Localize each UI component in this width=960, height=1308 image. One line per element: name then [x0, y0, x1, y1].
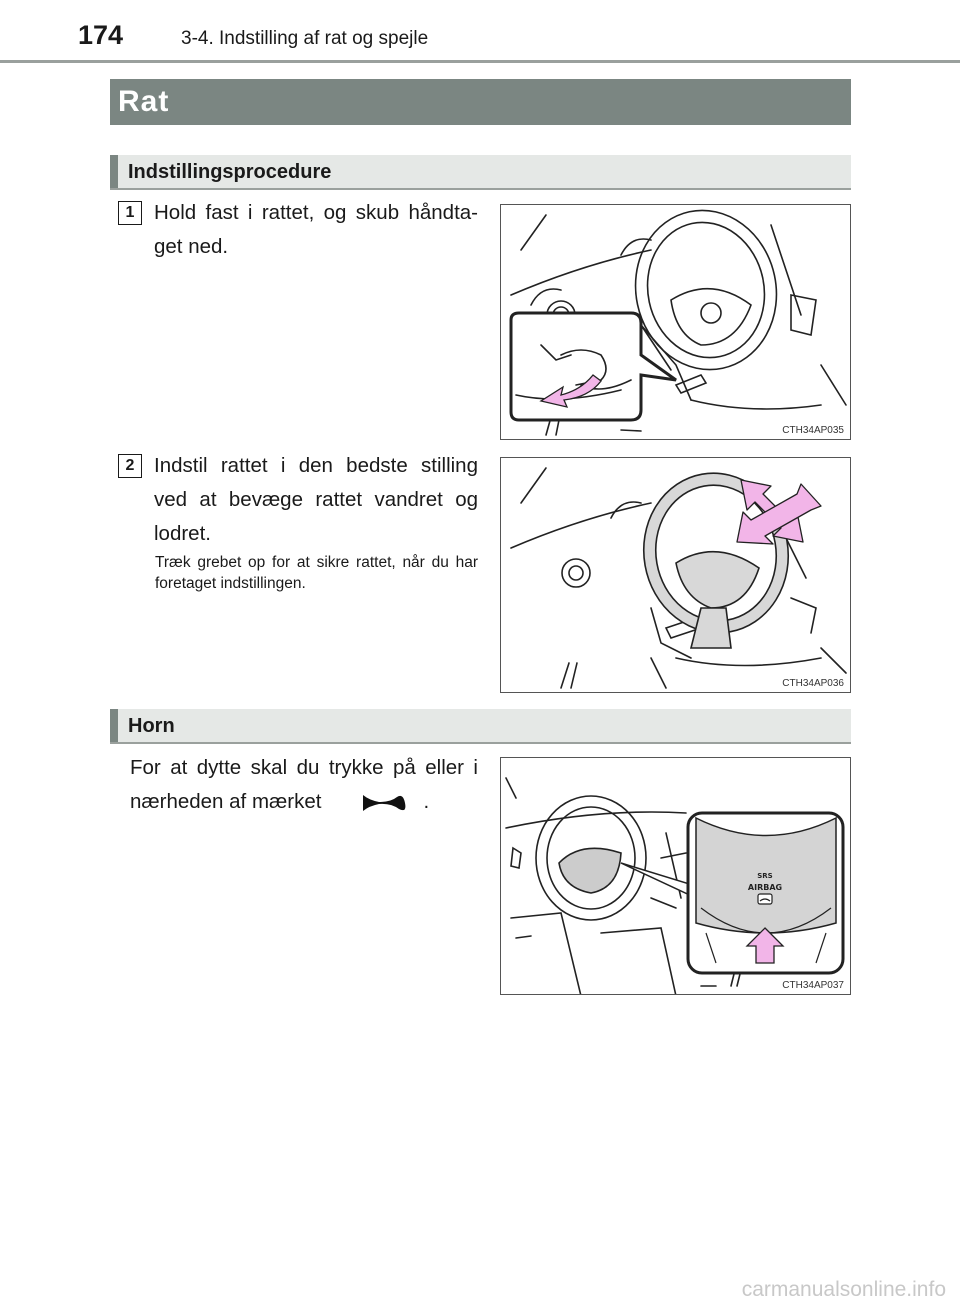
- page-title: Rat: [118, 85, 170, 118]
- section-heading-label: Indstillingsprocedure: [128, 161, 332, 183]
- horn-icon: [361, 791, 407, 815]
- figure-3-code: CTH34AP037: [782, 980, 844, 991]
- horn-text: For at dytte skal du trykke på eller i nærheden af mærket: [130, 756, 478, 813]
- section-heading-adjust: [110, 155, 851, 190]
- figure-2-code: CTH34AP036: [782, 678, 844, 689]
- step-2-number: 2: [118, 454, 142, 478]
- page-number: 174: [78, 20, 124, 50]
- section-heading-horn: [110, 709, 851, 744]
- step-2-text: Indstil rattet i den bedste stilling ved at bevæge rattet vandret og lodret.: [154, 454, 478, 545]
- watermark: carmanualsonline.info: [741, 1278, 946, 1301]
- steering-adjust-illustration: [501, 458, 851, 693]
- step-1-number: 1: [118, 201, 142, 225]
- chapter-title: 3-4. Indstilling af rat og spejle: [181, 28, 429, 49]
- title-bar: [110, 79, 851, 125]
- horn-text-end: .: [423, 790, 430, 813]
- figure-2: [500, 457, 851, 693]
- step-1-text: Hold fast i rattet, og skub håndta-get ned.: [154, 201, 478, 258]
- figure-3: [500, 757, 851, 995]
- airbag-label-bottom: AIRBAG: [747, 883, 783, 892]
- figure-1-code: CTH34AP035: [782, 425, 844, 436]
- step-2-note: Træk grebet op for at sikre rattet, når du har foretaget indstillingen.: [155, 554, 478, 592]
- figure-1: [500, 204, 851, 440]
- header-rule: [0, 60, 960, 63]
- horn-location-illustration: [501, 758, 851, 995]
- steering-lever-illustration: [501, 205, 851, 440]
- section-heading-label: Horn: [128, 715, 175, 737]
- airbag-label-top: SRS: [757, 872, 773, 880]
- horn-paragraph: [130, 751, 478, 819]
